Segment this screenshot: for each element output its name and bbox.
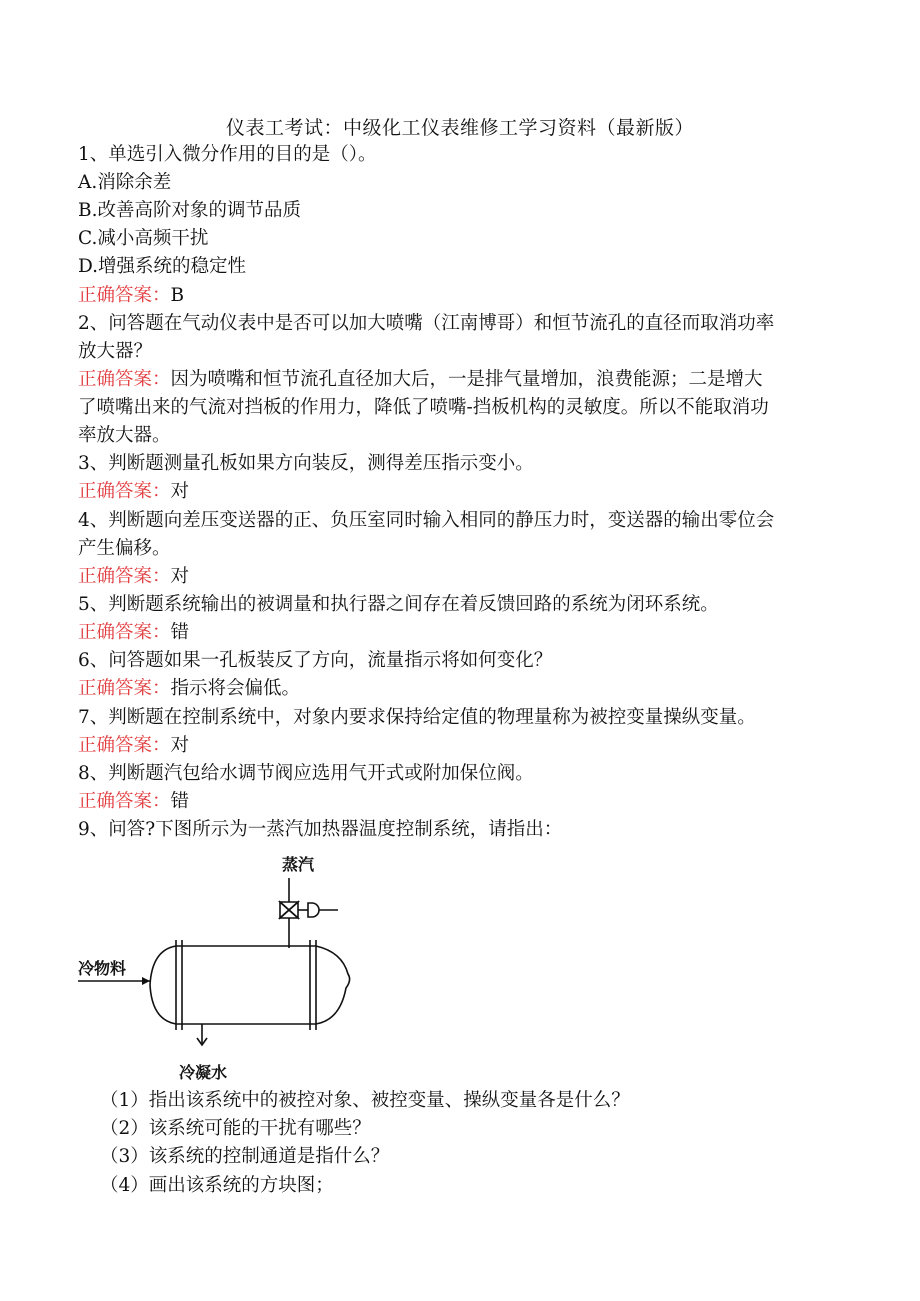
question-8-stem: 8、判断题汽包给水调节阀应选用气开式或附加保位阀。 xyxy=(78,763,534,784)
heater-vessel xyxy=(150,940,350,1030)
question-8-answer xyxy=(78,788,858,816)
answer-label: 正确答案： xyxy=(78,566,171,587)
question-2-answer-line-3: 率放大器。 xyxy=(78,425,171,446)
question-2-answer-line-1 xyxy=(78,366,858,394)
answer-label: 正确答案： xyxy=(78,791,171,812)
question-2-answer-line-2: 了喷嘴出来的气流对挡板的作用力，降低了喷嘴-挡板机构的灵敏度。所以不能取消功 xyxy=(78,397,769,418)
page-title: 仪表工考试：中级化工仪表维修工学习资料（最新版） xyxy=(225,117,694,139)
question-9-sub-4: （4）画出该系统的方块图； xyxy=(100,1175,334,1196)
question-6-answer xyxy=(78,675,858,703)
steam-label: 蒸汽 xyxy=(282,855,315,874)
inlet-arrow-icon xyxy=(142,977,150,985)
answer-value: B xyxy=(170,285,185,306)
answer-label: 正确答案： xyxy=(78,369,171,390)
question-5-answer xyxy=(78,619,858,647)
question-4-answer xyxy=(78,563,858,591)
answer-value: 因为喷嘴和恒节流孔直径加大后，一是排气量增加，浪费能源；二是增大 xyxy=(170,369,763,390)
question-4-stem-line-1: 4、判断题向差压变送器的正、负压室同时输入相同的静压力时，变送器的输出零位会 xyxy=(78,510,775,531)
question-2-stem-line-1: 2、问答题在气动仪表中是否可以加大喷嘴（江南博哥）和恒节流孔的直径而取消功率 xyxy=(78,313,775,334)
question-9-sub-3: （3）该系统的控制通道是指什么？ xyxy=(100,1146,390,1167)
question-3-stem: 3、判断题测量孔板如果方向装反，测得差压指示变小。 xyxy=(78,453,534,474)
question-4-stem-line-2: 产生偏移。 xyxy=(78,538,171,559)
answer-value: 对 xyxy=(170,735,190,756)
control-valve-icon xyxy=(280,902,338,918)
question-7-answer xyxy=(78,732,858,760)
answer-label: 正确答案： xyxy=(78,622,171,643)
question-1-option-d: D.增强系统的稳定性 xyxy=(78,256,247,277)
question-2-stem-line-2: 放大器？ xyxy=(78,341,153,362)
question-9-sub-2: （2）该系统可能的干扰有哪些？ xyxy=(100,1118,371,1139)
answer-value: 错 xyxy=(170,622,190,643)
question-7-stem: 7、判断题在控制系统中，对象内要求保持给定值的物理量称为被控变量操纵变量。 xyxy=(78,707,756,728)
question-5-stem: 5、判断题系统输出的被调量和执行器之间存在着反馈回路的系统为闭环系统。 xyxy=(78,594,719,615)
question-1-stem: 1、单选引入微分作用的目的是（）。 xyxy=(78,144,377,165)
question-3-answer xyxy=(78,478,858,506)
answer-value: 对 xyxy=(170,481,190,502)
answer-label: 正确答案： xyxy=(78,678,171,699)
answer-value: 指示将会偏低。 xyxy=(170,678,301,699)
steam-heater-diagram xyxy=(76,848,376,1088)
answer-label: 正确答案： xyxy=(78,481,171,502)
question-1-answer xyxy=(78,282,858,310)
answer-value: 对 xyxy=(170,566,190,587)
answer-value: 错 xyxy=(170,791,190,812)
cold-material-label: 冷物料 xyxy=(78,959,127,978)
condensate-label: 冷凝水 xyxy=(179,1063,228,1082)
question-1-option-a: A.消除余差 xyxy=(78,172,172,193)
question-9-sub-1: （1）指出该系统中的被控对象、被控变量、操纵变量各是什么？ xyxy=(100,1090,630,1111)
question-1-option-b: B.改善高阶对象的调节品质 xyxy=(78,200,301,221)
answer-label: 正确答案： xyxy=(78,735,171,756)
question-6-stem: 6、问答题如果一孔板装反了方向，流量指示将如何变化？ xyxy=(78,650,553,671)
question-9-stem: 9、问答?下图所示为一蒸汽加热器温度控制系统，请指出： xyxy=(78,819,563,840)
answer-label: 正确答案： xyxy=(78,285,171,306)
question-1-option-c: C.减小高频干扰 xyxy=(78,228,209,249)
